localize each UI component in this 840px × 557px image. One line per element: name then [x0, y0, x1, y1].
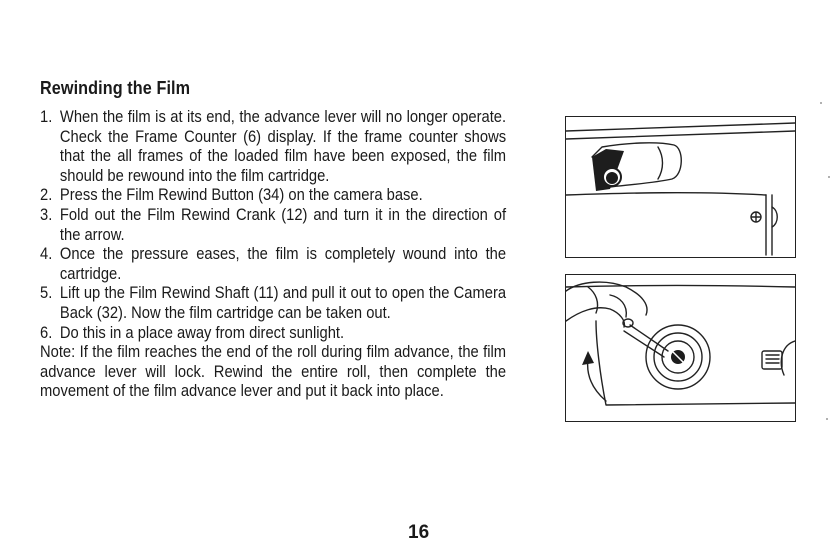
step-number: 2.	[40, 186, 53, 205]
rewind-button-figure	[565, 116, 796, 258]
rewind-crank-figure	[565, 274, 796, 422]
step-item	[40, 245, 506, 284]
step-number: 4.	[40, 245, 53, 264]
step-number: 6.	[40, 323, 53, 342]
instructions-body	[40, 108, 506, 402]
step-number: 3.	[40, 205, 53, 224]
paper-speck	[826, 418, 828, 420]
hand-turning-rewind-crank-illustration	[566, 275, 795, 421]
step-item	[40, 108, 506, 186]
paper-speck	[820, 102, 822, 104]
finger-pressing-rewind-button-illustration	[566, 117, 795, 257]
note-paragraph: Note: If the film reaches the end of the roll during film advance, the film advance lever will lock. Rewind the entire roll, then complete the movement of the film advance lever and put it back into place.	[40, 343, 507, 401]
step-text: Fold out the Film Rewind Crank (12) and turn it in the direction of the arrow.	[59, 205, 507, 244]
page-number: 16	[408, 522, 430, 543]
step-item	[40, 206, 506, 245]
step-text: Once the pressure eases, the film is completely wound into the cartridge.	[59, 245, 507, 283]
step-text: Press the Film Rewind Button (34) on the camera base.	[59, 186, 423, 205]
step-text: Do this in a place away from direct sunlight.	[59, 323, 345, 342]
step-text: When the film is at its end, the advance lever will no longer operate. Check the Frame Counter (6) display. If the frame counter shows that the all frames of the loaded film have been exposed, the film should be rewound into the film cartridge.	[59, 108, 507, 185]
step-item	[40, 284, 506, 323]
step-text: Lift up the Film Rewind Shaft (11) and pull it out to open the Camera Back (32). Now the film cartridge can be taken out.	[59, 284, 507, 322]
step-number: 5.	[40, 284, 53, 303]
step-number: 1.	[40, 108, 53, 126]
step-list	[40, 108, 506, 343]
step-item	[40, 186, 506, 206]
section-title: Rewinding the Film	[40, 78, 191, 98]
step-item	[40, 324, 506, 344]
paper-speck	[828, 176, 830, 178]
